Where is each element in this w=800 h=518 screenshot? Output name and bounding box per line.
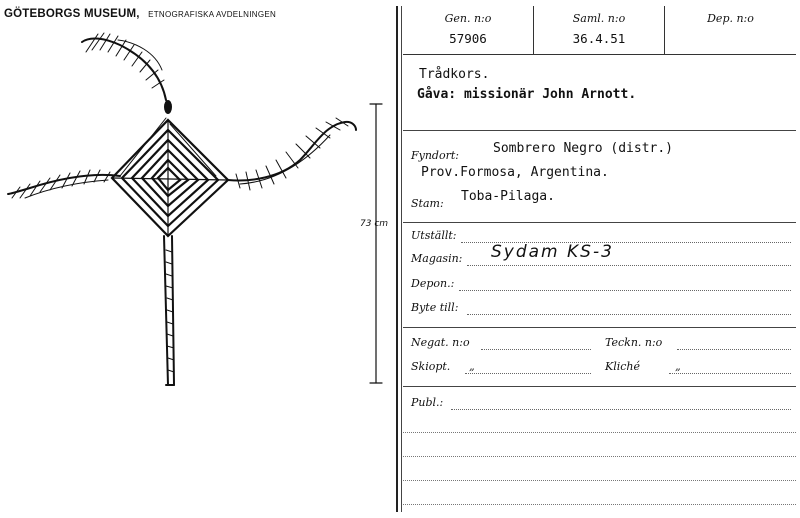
top-feather <box>82 33 172 114</box>
right-feather <box>228 118 356 190</box>
skiopt-line <box>465 373 591 374</box>
stam-value: Toba-Pilaga. <box>461 189 555 204</box>
publ-label: Publ.: <box>411 396 444 409</box>
fyndort-label: Fyndort: <box>411 149 459 162</box>
saml-no-label: Saml. n:o <box>572 12 626 25</box>
saml-no-cell <box>534 6 665 54</box>
skiopt-label: Skiopt. <box>411 360 451 373</box>
stick <box>164 236 174 385</box>
dep-no-label: Dep. n:o <box>707 12 754 25</box>
publ-line-5 <box>403 504 796 505</box>
publ-line-1 <box>451 409 791 410</box>
kliche-line <box>669 373 791 374</box>
saml-no-value: 36.4.51 <box>572 31 626 46</box>
publ-line-4 <box>403 480 796 481</box>
publ-line-2 <box>403 432 796 433</box>
gen-no-cell <box>403 6 534 54</box>
left-feather <box>8 170 120 198</box>
teckn-label: Teckn. n:o <box>605 336 663 349</box>
card-left-rule-thin <box>401 6 402 512</box>
department-name: ETNOGRAFISKA AVDELNINGEN <box>148 10 277 19</box>
magasin-label: Magasin: <box>411 252 463 265</box>
rule-after-findspot <box>403 222 796 223</box>
gen-no-label: Gen. n:o <box>444 12 492 25</box>
dep-no-cell <box>665 6 796 54</box>
publ-line-3 <box>403 456 796 457</box>
fyndort-value: Sombrero Negro (distr.) <box>493 141 674 156</box>
byte-line <box>467 314 791 315</box>
card-left-rule <box>396 6 398 512</box>
scale-bar <box>370 104 382 383</box>
gift-line: Gåva: missionär John Arnott. <box>417 87 637 102</box>
card-header-row <box>403 6 796 55</box>
thread-cross-drawing <box>0 20 396 400</box>
magasin-value: Sydam KS-3 <box>491 242 614 262</box>
province-value: Prov.Formosa, Argentina. <box>421 165 609 180</box>
teckn-line <box>677 349 791 350</box>
catalog-card <box>403 6 796 512</box>
depon-line <box>459 290 791 291</box>
museum-name: GÖTEBORGS MUSEUM, <box>4 8 140 20</box>
kliche-label: Kliché <box>605 360 641 373</box>
object-title: Trådkors. <box>419 67 490 82</box>
rule-after-fields <box>403 327 796 328</box>
negat-line <box>481 349 591 350</box>
kliche-ditto: „ <box>675 360 681 373</box>
scale-label: 73 cm <box>360 219 389 229</box>
byte-label: Byte till: <box>411 301 459 314</box>
utstallt-label: Utställt: <box>411 229 457 242</box>
negat-label: Negat. n:o <box>411 336 470 349</box>
stam-label: Stam: <box>411 197 444 210</box>
rule-after-title <box>403 130 796 131</box>
gen-no-value: 57906 <box>449 31 487 46</box>
woven-diamond <box>112 118 228 236</box>
rule-after-negat <box>403 386 796 387</box>
depon-label: Depon.: <box>411 277 455 290</box>
skiopt-ditto: „ <box>469 360 475 373</box>
magasin-line <box>467 265 791 266</box>
